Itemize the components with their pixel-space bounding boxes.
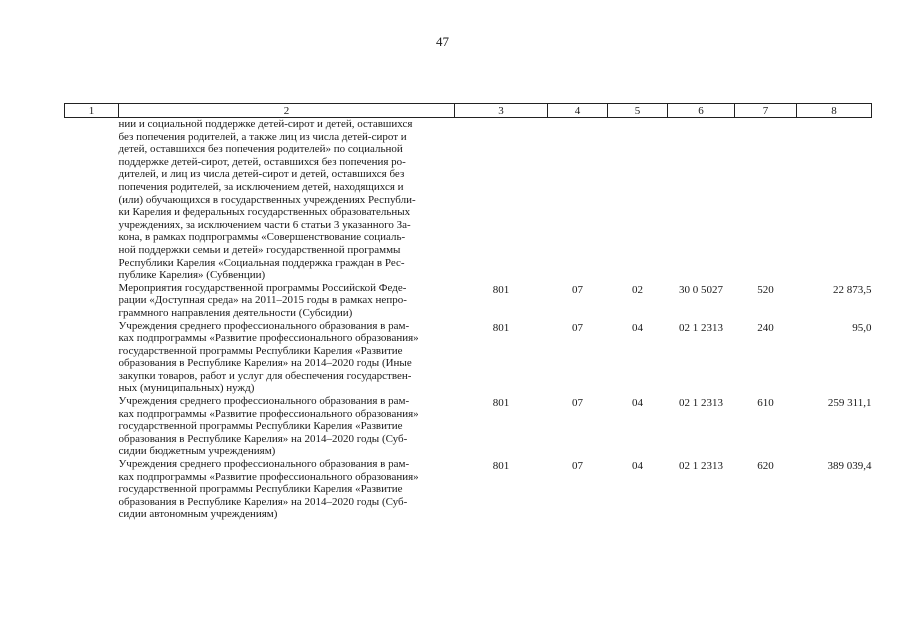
admin-code-cell: 801 [492,397,510,410]
subsection-cell: 04 [632,321,643,334]
admin-code-cell [455,118,548,282]
subsection-cell: 04 [632,460,643,473]
row-number-cell [65,458,119,521]
target-article-cell: 30 0 5027 [679,283,723,296]
target-article-cell [668,118,735,282]
budget-table [64,103,872,521]
amount-cell: 259 311,1 [827,397,872,410]
amount-cell: 95,0 [852,321,872,334]
section-cell: 07 [572,397,583,410]
expense-type-cell: 240 [757,321,774,334]
table-row [65,118,872,282]
col-header-1: 1 [65,104,119,118]
col-header-2: 2 [119,104,455,118]
table-row [65,458,872,521]
target-article-cell: 02 1 2313 [679,460,723,473]
row-number-cell [65,118,119,282]
col-header-6: 6 [668,104,735,118]
section-cell: 07 [572,321,583,334]
col-header-5: 5 [608,104,668,118]
amount-cell [797,118,872,282]
col-header-8: 8 [797,104,872,118]
description-cell: Учреждения среднего профессионального образования в рам- ках подпрограммы «Развитие профессионального образования» государственной программы Республики Карелия «Развитие образования в Республике Карелия» на 2014–2020 годы (Суб- сидии бюджетным учреждениям) [118,395,419,458]
row-number-cell [65,282,119,320]
expense-type-cell [735,118,797,282]
target-article-cell: 02 1 2313 [679,397,723,410]
description-cell: Мероприятия государственной программы Российской Феде- рации «Доступная среда» на 2011–2015 годы в рамках непро- граммного направления деятельности (Субсидии) [118,281,407,319]
target-article-cell: 02 1 2313 [679,321,723,334]
section-cell: 07 [572,460,583,473]
row-number-cell [65,320,119,396]
admin-code-cell: 801 [492,460,510,473]
description-cell: Учреждения среднего профессионального образования в рам- ках подпрограммы «Развитие профессионального образования» государственной программы Республики Карелия «Развитие образования в Республике Карелия» на 2014–2020 годы (Суб- сидии автономным учреждениям) [118,458,419,521]
amount-cell: 389 039,4 [827,460,872,473]
description-cell: нии и социальной поддержке детей-сирот и детей, оставшихся без попечения родителей, а также лиц из числа детей-сирот и детей, оставшихся без попечения родителей» по социальной поддержке детей-сирот, детей, оставшихся без попечения ро- дителей, и лиц из числа детей-сирот и детей, оставшихся без попечения родителей, за исключением детей, находящихся и (или) обучающихся в государственных учреждениях Республи- ки Карелия и федеральных государственных образовательных учреждениях, за исключением части 6 статьи 3 указанного За- кона, в рамках подпрограммы «Совершенствование социаль- ной поддержки семьи и детей» государственной программы Республики Карелия «Социальная поддержка граждан в Рес- публике Карелия» (Субвенции) [118,118,416,282]
admin-code-cell: 801 [492,321,510,334]
col-header-3: 3 [455,104,548,118]
expense-type-cell: 520 [757,283,774,296]
section-cell [548,118,608,282]
col-header-4: 4 [548,104,608,118]
table-row [65,320,872,396]
header-row [65,104,872,118]
subsection-cell: 04 [632,397,643,410]
admin-code-cell: 801 [492,283,510,296]
section-cell: 07 [572,283,583,296]
page-number: 47 [436,34,449,49]
table-row [65,282,872,320]
amount-cell: 22 873,5 [833,283,872,296]
row-number-cell [65,395,119,458]
subsection-cell: 02 [632,283,643,296]
table-row [65,395,872,458]
expense-type-cell: 620 [757,460,774,473]
col-header-7: 7 [735,104,797,118]
subsection-cell [608,118,668,282]
description-cell: Учреждения среднего профессионального образования в рам- ках подпрограммы «Развитие профессионального образования» государственной программы Республики Карелия «Развитие образования в Республике Карелия» на 2014–2020 годы (Иные закупки товаров, работ и услуг для обеспечения государствен- ных (муниципальных) нужд) [118,319,419,395]
expense-type-cell: 610 [757,397,774,410]
